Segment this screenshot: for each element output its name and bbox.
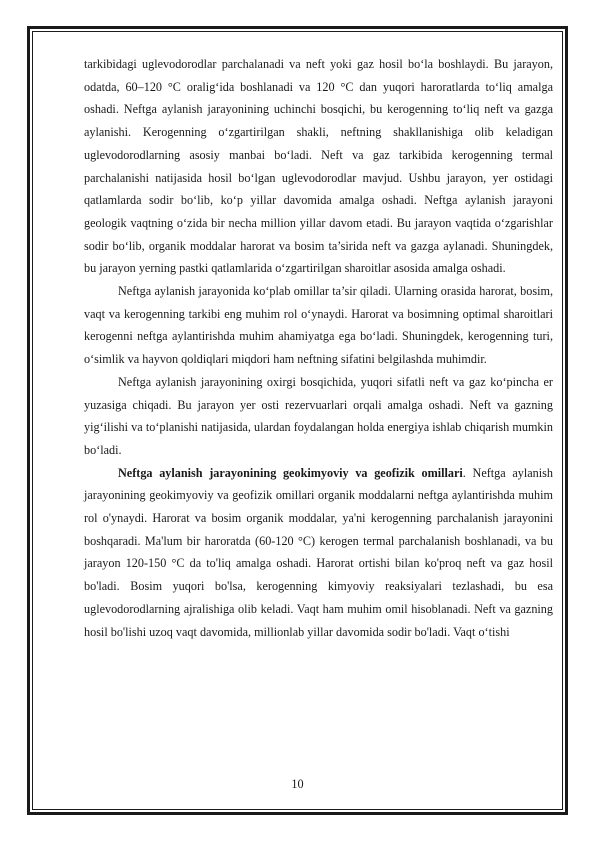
paragraph-4-body: . Neftga aylanish jarayonining geokimyoviy va geofizik omillari organik moddalarni neftga aylantirishda muhim rol o'ynaydi. Harorat va bosim organik moddalar, ya'ni kerogenning parchalanish jarayonini boshqaradi. Ma'lum bir haroratda (60-120 °C) kerogen termal parchalanish boshlanadi, va bu jarayon 120-150 °C da to'liq amalga oshadi. Harorat ortishi bilan ko'proq neft va gaz hosil bo'ladi. Bosim yuqori bo'lsa, kerogenning kimyoviy reaksiyalari tezlashadi, bu esa uglevodorodlarning ajralishiga olib keladi. Vaqt ham muhim omil hisoblanadi. Neft va gazning hosil bo'lishi uzoq vaqt davomida, millionlab yillar davomida sodir bo'ladi. Vaqt o‘tishi [84,465,553,639]
section-heading: Neftga aylanish jarayonining geokimyoviy va geofizik omillari [118,465,463,480]
paragraph-2: Neftga aylanish jarayonida ko‘plab omillar ta’sir qiladi. Ularning orasida harorat, bosim, vaqt va kerogenning tarkibi eng muhim rol o‘ynaydi. Harorat va bosimning optimal sharoitlari kerogenni neftga aylantirishda muhim ahamiyatga ega bo‘ladi. Shuningdek, kerogenning turi, o‘simlik va hayvon qoldiqlari miqdori ham neftning sifatini belgilashda muhimdir. [84,284,553,367]
paragraph-3: Neftga aylanish jarayonining oxirgi bosqichida, yuqori sifatli neft va gaz ko‘pincha er yuzasiga chiqadi. Bu jarayon yer osti rezervuarlari orqali amalga oshadi. Neft va gazning yig‘ilishi va to‘planishi natijasida, ulardan foydalangan holda energiya ishlab chiqarish mumkin bo‘ladi. [84,374,553,457]
paragraph-1: tarkibidagi uglevodorodlar parchalanadi va neft yoki gaz hosil bo‘la boshlaydi. Bu jarayon, odatda, 60–120 °C oralig‘ida boshlanadi va 120 °C dan yuqori haroratlarda to‘liq amalga oshadi. Neftga aylanish jarayonining uchinchi bosqichi, bu kerogenning to‘liq neft va gazga aylanishi. Kerogenning o‘zgartirilgan shakli, neftning shakllanishiga olib keladigan uglevodorodlarning asosiy manbai bo‘ladi. Neft va gaz tarkibida kerogenning termal parchalanishi natijasida hosil bo‘lgan uglevodorodlar mavjud. Ushbu jarayon, yer ostidagi qatlamlarda sodir bo‘lib, ko‘p yillar davomida amalga oshadi. Neftga aylanish jarayoni geologik vaqtning o‘zida bir necha million yillar davom etadi. Bu jarayon vaqtida o‘zgarishlar sodir bo‘lib, organik moddalar harorat va bosim ta’sirida neft va gazga aylanadi. Shuningdek, bu jarayon yerning pastki qatlamlarida o‘zgartirilgan sharoitlar asosida amalga oshadi. [84,57,553,276]
document-body [84,53,553,643]
paragraph-4 [84,462,553,644]
page-number: 10 [291,777,304,791]
